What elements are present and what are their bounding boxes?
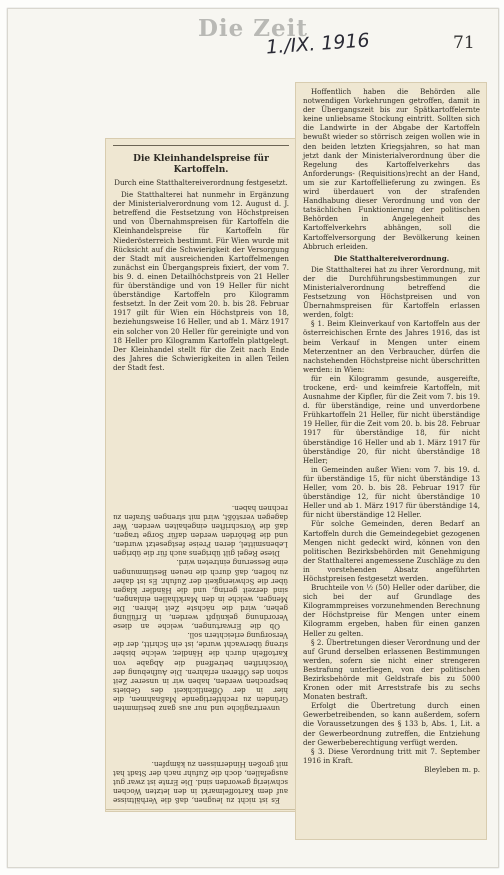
- masthead: Die Zeit: [197, 15, 309, 42]
- inverted-paragraph: unvertragliche und nur aus ganz bestimmten Gründen zu rechtfertigende Maßnahmen, die hier in der Öffentlichkeit des Gebiets besprochen werden, haben wir in unserer Zeit schon des Öfteren erfahren. Die Aufhebung der Vorschriften betreffend die Abgabe von Kartoffeln durch die Händler, welche bisher streng überwacht wurde, ist ein Schritt, der die Versorgung erleichtern soll.: [113, 631, 288, 713]
- intro-paragraph: Hoffentlich haben die Behörden alle notwendigen Vorkehrungen getroffen, damit in der Übergangszeit bis zur Spätkartoffelernte keine unliebsame Stockung eintritt. Sollten sich die Landwirte in der Abgabe der Kartoffeln bewußt wieder so störrisch zeigen wollen wie in den beiden letzten Kriegsjahren, so hat man jetzt dank der Ministerialverordnung über die Regelung des Kartoffelverkehrs das Anforderungs- (Requisitions)recht an der Hand, um sie zur Kartoffellieferung zu zwingen. Es wird überdauert von der strafenden Handhabung dieser Verordnung und von der tatsächlichen Funktionierung der politischen Behörden in Angelegenheit des Kartoffelverkehrs abhängen, soll die Kartoffelversorgung der Bevölkerung keinen Abbruch erleiden.: [303, 87, 480, 251]
- ordinance-paragraph: § 3. Diese Verordnung tritt mit 7. September 1916 in Kraft.: [303, 746, 480, 765]
- scanned-page: [7, 8, 499, 868]
- ordinance-paragraph: § 1. Beim Kleinverkauf von Kartoffeln aus der österreichischen Ernte des Jahres 1916, das ist beim Verkauf in Mengen unter einem Meterzentner an den Verbraucher, dürfen die nachstehenden Höchstpreise nicht überschritten werden: in Wien:: [303, 319, 480, 374]
- inverted-text-block: [106, 387, 295, 717]
- section-title: Die Statthaltereiverordnung.: [333, 253, 450, 263]
- right-column-text: [296, 83, 486, 778]
- left-paragraph: Die Statthalterei hat nunmehr in Ergänzung der Ministerialverordnung vom 12. August d. J. betreffend die Festsetzung von Höchstpreisen und von Übernahmspreisen für Kartoffeln die Kleinhandelspreise für Kartoffeln für Niederösterreich bestimmt. Für Wien wurde mit Rücksicht auf die Schwierigkeit der Versorgung der Stadt mit ausreichenden Kartoffelmengen zunächst ein Übergangspreis fixiert, der vom 7. bis 9. d. einen Detailhöchstpreis von 21 Heller für überständige und von 19 Heller für nicht überständige Kartoffeln pro Kilogramm festsetzt. In der Zeit vom 20. b. bis 28. Februar 1917 gilt für Wien ein Höchstpreis von 18, beziehungsweise 16 Heller, und ab 1. März 1917 ein solcher von 20 Heller für gereinigte und von 18 Heller pro Kilogramm Kartoffeln plattgelegt. Der Kleinhandel stellt für die Zeit nach Ende des Jahres die Schwierigkeiten in allen Teilen der Stadt fest.: [113, 190, 289, 372]
- preamble-paragraph: Die Statthalterei hat zu ihrer Verordnung, mit der die Durchführungsbestimmungen zur Ministerialverordnung betreffend die Festsetzung von Höchstpreisen und von Übernahmspreisen für Kartoffeln erlassen werden, folgt:: [303, 264, 480, 320]
- inverted-paragraph: Es ist nicht zu leugnen, daß die Verhältnisse auf dem Kartoffelmarkt in den letzten Wochen schwierig geworden sind. Die Ernte ist zwar gut ausgefallen, doch die Zufuhr nach der Stadt hat mit großen Hindernissen zu kämpfen.: [113, 759, 288, 805]
- article-subtitle: Durch eine Statthaltereiverordnung festgesetzt.: [114, 178, 288, 187]
- signature: Bleyleben m. p.: [424, 764, 480, 774]
- clipping-left: [105, 138, 296, 812]
- inverted-text-block-lower: [106, 724, 295, 810]
- ordinance-paragraph: § 2. Übertretungen dieser Verordnung und der auf Grund derselben erlassenen Bestimmungen werden, sofern sie nicht einer strengeren Bestrafung unterliegen, von der politischen Bezirksbehörde mit Geldstrafe bis zu 5000 Kronen oder mit Arreststrafe bis zu sechs Monaten bestraft.: [303, 637, 480, 702]
- ordinance-paragraph: Erfolgt die Übertretung durch einen Gewerbetreibenden, so kann außerdem, sofern die Voraussetzungen des § 133 b, Abs. 1, Lit. a der Gewerbeordnung zutreffen, die Entziehung der Gewerbeberechtigung verfügt werden.: [303, 701, 480, 747]
- ordinance-paragraph: für ein Kilogramm gesunde, ausgereifte, trockene, erd- und keimfreie Kartoffeln, mit Ausnahme der Kipfler, für die Zeit vom 7. bis 19. d. für überständige, reine und unverdorbene Frühkartoffeln 21 Heller, für nicht überständige 19 Heller, für die Zeit vom 20. b. bis 28. Februar 1917 für überständige 18, für nicht überständige 16 Heller und ab 1. März 1917 für überständige 20, für nicht überständige 18 Heller;: [303, 373, 480, 465]
- handwritten-date: 1./IX. 1916: [265, 29, 371, 59]
- article-title: Die Kleinhandelspreise für Kartoffeln.: [133, 154, 269, 175]
- ordinance-paragraph: Bruchteile von ½ (50) Heller oder darüber, die sich bei der auf Grundlage des Kilogrammpreises vorzunehmenden Berechnung der Höchstpreise für Mengen unter einem Kilogramm ergeben, haben für einen ganzen Heller zu gelten.: [303, 583, 480, 638]
- page-number: 71: [453, 33, 475, 53]
- inverted-paragraph: Ob die Erwartungen, welche an diese Verordnung geknüpft werden, in Erfüllung gehen, wird die nächste Zeit lehren. Die Mengen, welche in den Markthallen einlangen, sind derzeit gering, und die Händler klagen über die Schwierigkeit der Zufuhr. Es ist daher zu hoffen, daß durch die neuen Bestimmungen eine Besserung eintreten wird.: [113, 558, 288, 632]
- clipping-right: [295, 82, 487, 840]
- left-column-text: [106, 139, 295, 376]
- ordinance-paragraph: in Gemeinden außer Wien: vom 7. bis 19. d. für überständige 15, für nicht überständige 13 Heller, vom 20. b. bis 28. Februar 1917 für überständige 12, für nicht überständige 10 Heller und ab 1. März 1917 für überständige 14, für nicht überständige 12 Heller.: [303, 464, 480, 520]
- ordinance-paragraph: Für solche Gemeinden, deren Bedarf an Kartoffeln durch die Gemeindegebiet gezogenen Mengen nicht gedeckt wird, können von den politischen Bezirksbehörden mit Genehmigung der Statthalterei angemessene Zuschläge zu den in vorstehenden Absatz angeführten Höchstpreisen festgesetzt werden.: [303, 519, 480, 583]
- inverted-paragraph: Diese Regel gilt übrigens auch für die übrigen Lebensmittel, deren Preise festgesetzt wurden, und die Behörden werden dafür Sorge tragen, daß die Vorschriften eingehalten werden. Wer dagegen verstößt, wird mit strengen Strafen zu rechnen haben.: [113, 503, 288, 559]
- top-rule: [113, 145, 289, 146]
